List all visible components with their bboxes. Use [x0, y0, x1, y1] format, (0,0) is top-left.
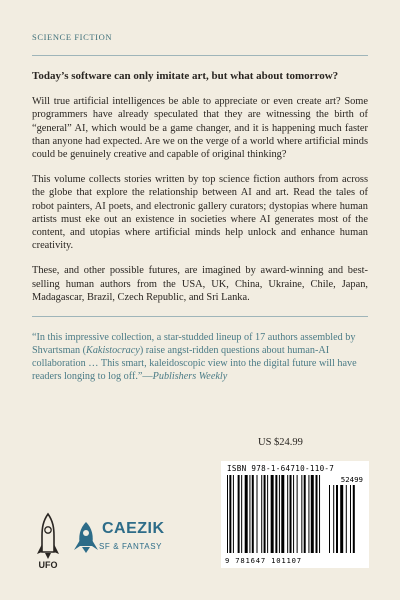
top-divider [32, 55, 368, 56]
ufo-logo-text: UFO [38, 560, 58, 570]
review-quote [32, 331, 368, 383]
isbn-text: ISBN 978-1-64710-110-7 [227, 464, 335, 473]
publisher-name: CAEZIK [102, 520, 165, 537]
price-label: US $24.99 [258, 437, 303, 448]
ufo-logo-icon [32, 512, 64, 570]
paragraph-1: Will true artificial intelligences be able to appreciate or even create art? Some programmers have already speculated that they are witnessing the birth of “general” AI, which would be a game changer, and it is happening much faster than anyone had expected. Are we on the verge of a world where artificial minds could be genuinely creative and capable of original thinking? [32, 96, 368, 161]
review-text-end: ) raise angst-ridden questions about human-AI collaboration … This smart, kaleidoscopic view into the digital future will have readers longing to log off.”— [32, 345, 357, 383]
rocket-icon [70, 520, 102, 554]
paragraph-2: This volume collects stories written by top science fiction authors from across the globe that explore the relationship between AI and art. Read the tales of robot painters, AI poets, and electronic gallery curators; dystopias where human artists must eke out an existence in societies where AI generates most of the content, and utopias where artificial minds help unlock and enhance human creativity. [32, 174, 368, 252]
lead-headline: Today’s software can only imitate art, but what about tomorrow? [32, 70, 339, 82]
review-source: Publishers Weekly [152, 371, 228, 383]
barcode-icon [221, 461, 369, 568]
back-cover-copy [32, 70, 368, 395]
price-code: 52499 [340, 475, 363, 484]
publisher-tagline: SF & FANTASY [99, 542, 163, 551]
review-text-start: “In this impressive collection, a star-studded lineup of 17 authors assembled by Shvartsman ( [32, 332, 356, 357]
paragraph-3: These, and other possible futures, are imagined by award-winning and best-selling human authors from the USA, UK, China, Ukraine, Chile, Japan, Madagascar, Brazil, Czech Republic, and Sri Lanka. [32, 265, 368, 303]
barcode-box [221, 461, 369, 568]
barcode-digits: 9 781647 101107 [225, 556, 302, 565]
review-book-title: Kakistocracy [86, 345, 140, 357]
category-label: SCIENCE FICTION [32, 32, 113, 42]
middle-divider [32, 316, 368, 317]
